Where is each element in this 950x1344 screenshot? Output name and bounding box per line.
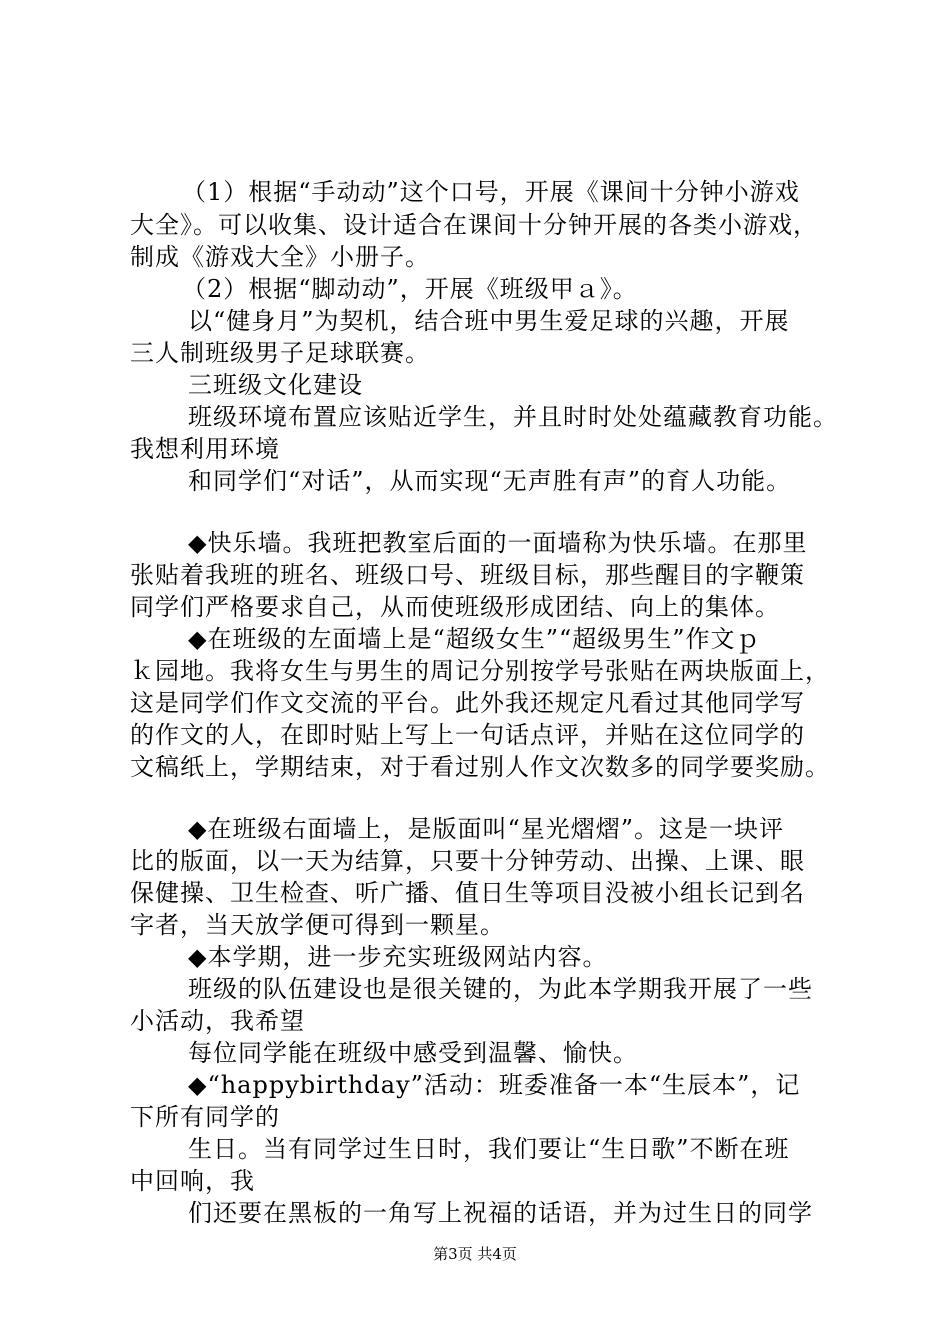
text-line: 同学们严格要求自己，从而使班级形成团结、向上的集体。 — [130, 593, 780, 621]
text-line: 以“健身月”为契机，结合班中男生爱足球的兴趣，开展 — [188, 307, 790, 335]
text-line: 制成《游戏大全》小册子。 — [130, 243, 430, 271]
text-line: （1）根据“手动动”这个口号，开展《课间十分钟小游戏 — [182, 178, 800, 206]
text-line: 班级的队伍建设也是很关键的，为此本学期我开展了一些 — [188, 975, 813, 1003]
text-line: 中回响，我 — [130, 1167, 255, 1195]
text-line: 们还要在黑板的一角写上祝福的话语，并为过生日的同学 — [188, 1199, 813, 1227]
bullet-paragraph-line: ◆在班级右面墙上，是版面叫“星光熠熠”。这是一块评 — [188, 815, 784, 843]
text-line: 字者，当天放学便可得到一颗星。 — [130, 911, 505, 939]
bullet-paragraph-line: ◆快乐墙。我班把教室后面的一面墙称为快乐墙。在那里 — [188, 529, 808, 557]
text-line: 班级环境布置应该贴近学生，并且时时处处蕴藏教育功能。 — [188, 403, 838, 431]
text-line: 的作文的人，在即时贴上写上一句话点评，并贴在这位同学的 — [130, 721, 805, 749]
text-line: 我想利用环境 — [130, 435, 280, 463]
bullet-paragraph-line: ◆在班级的左面墙上是“超级女生”“超级男生”作文ｐ — [188, 625, 761, 653]
text-line: （2）根据“脚动动”，开展《班级甲ａ》。 — [182, 275, 638, 303]
text-line: 小活动，我希望 — [130, 1007, 305, 1035]
text-line: 生日。当有同学过生日时，我们要让“生日歌”不断在班 — [188, 1135, 790, 1163]
page-footer: 第3页 共4页 — [433, 1245, 517, 1263]
text-line: 张贴着我班的班名、班级口号、班级目标，那些醒目的字鞭策 — [130, 561, 805, 589]
bullet-paragraph-line: ◆“happybirthday”活动：班委准备一本“生辰本”，记 — [188, 1071, 801, 1099]
text-line: 文稿纸上，学期结束，对于看过别人作文次数多的同学要奖励。 — [130, 753, 830, 781]
text-line: 保健操、卫生检查、听广播、值日生等项目没被小组长记到名 — [130, 879, 805, 907]
text-line: ｋ园地。我将女生与男生的周记分别按学号张贴在两块版面上， — [130, 657, 830, 685]
text-line: 这是同学们作文交流的平台。此外我还规定凡看过其他同学写 — [130, 689, 805, 717]
section-heading: 三班级文化建设 — [188, 371, 363, 399]
text-line: 下所有同学的 — [130, 1103, 280, 1131]
bullet-paragraph-line: ◆本学期，进一步充实班级网站内容。 — [188, 943, 608, 971]
text-line: 比的版面，以一天为结算，只要十分钟劳动、出操、上课、眼 — [130, 847, 805, 875]
text-line: 大全》。可以收集、设计适合在课间十分钟开展的各类小游戏， — [130, 211, 818, 239]
text-line: 三人制班级男子足球联赛。 — [130, 339, 430, 367]
text-line: 和同学们“对话”，从而实现“无声胜有声”的育人功能。 — [188, 467, 792, 495]
text-line: 每位同学能在班级中感受到温馨、愉快。 — [188, 1039, 638, 1067]
